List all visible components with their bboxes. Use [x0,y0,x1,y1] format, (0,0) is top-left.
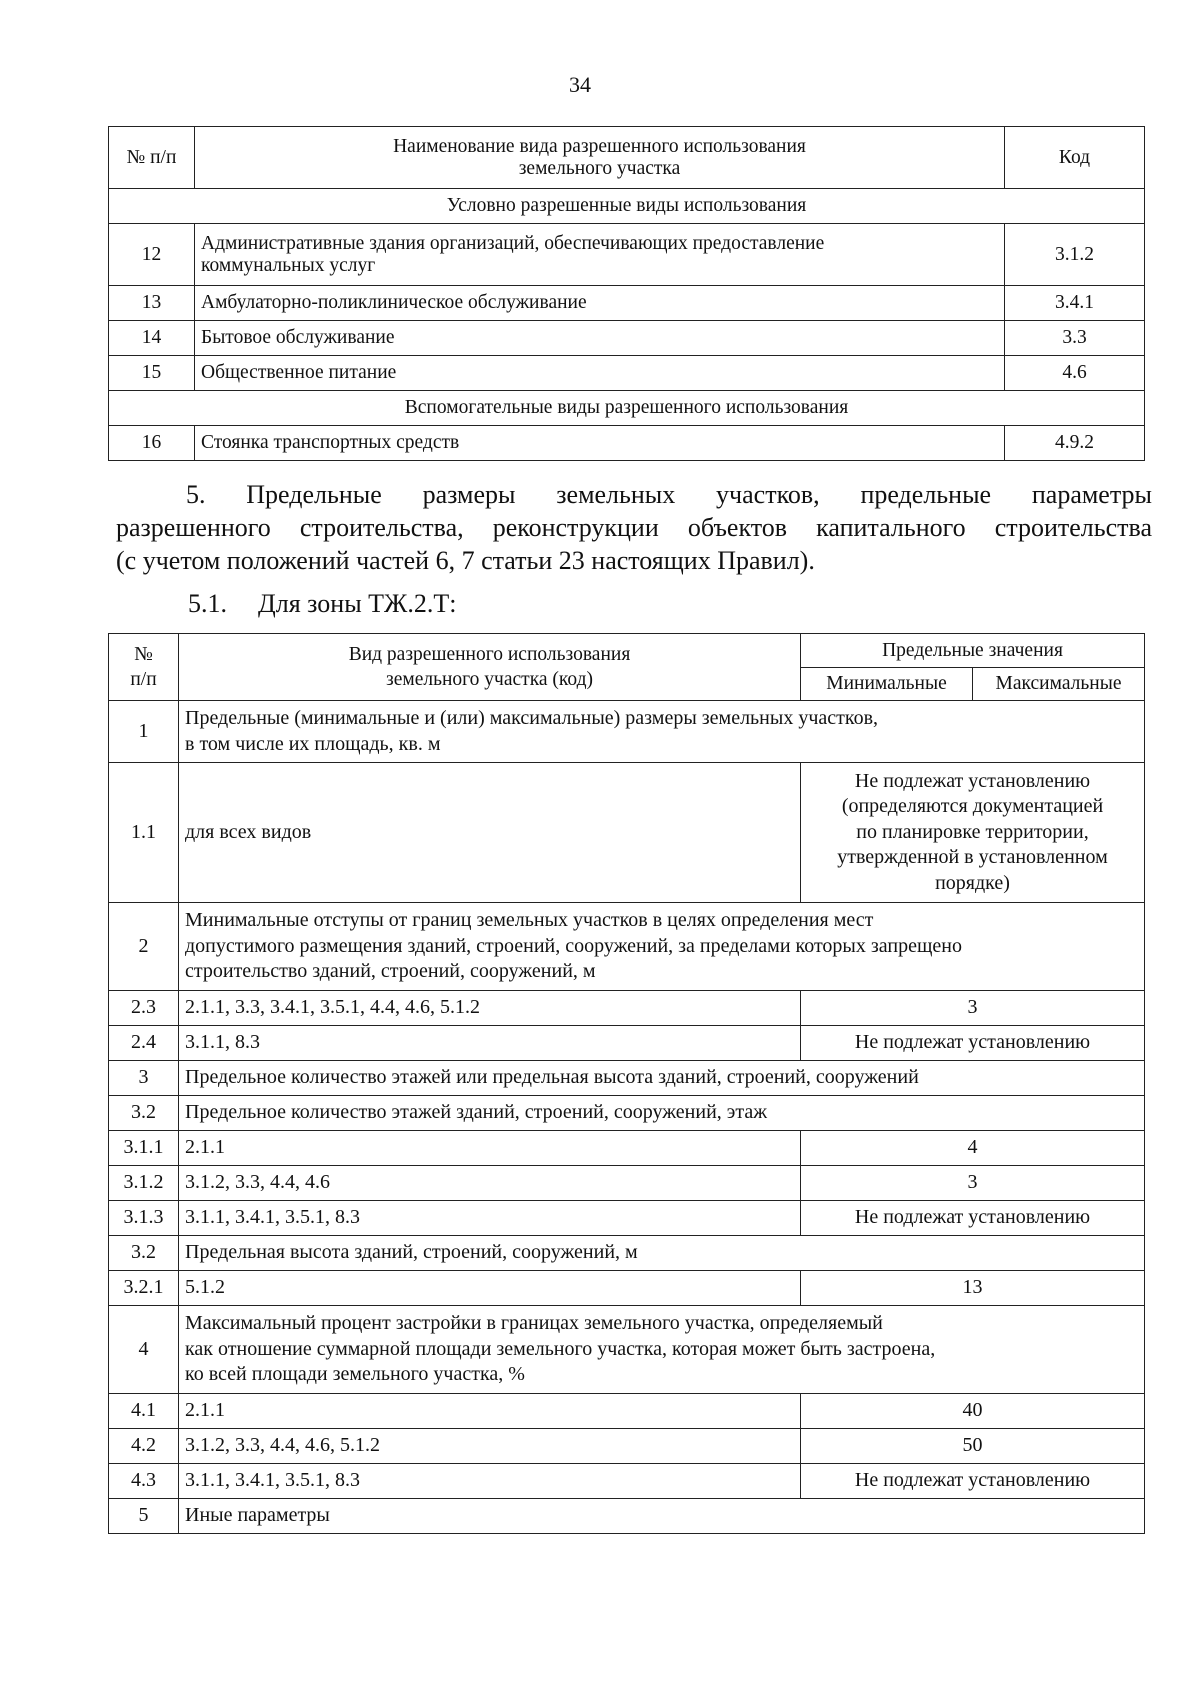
table-row: 2.3 2.1.1, 3.3, 3.4.1, 3.5.1, 4.4, 4.6, 5.1.2 3 [109,991,1145,1026]
table-row: 2 Минимальные отступы от границ земельных участков в целях определения мест допустимого размещения зданий, строений, сооружений, за пределами которых запрещено строительство зданий, строений, сооружений, м [109,903,1145,991]
header-limits: Предельные значения [801,634,1145,668]
table-row: 13 Амбулаторно-поликлиническое обслуживание 3.4.1 [109,286,1145,321]
table-row: 15 Общественное питание 4.6 [109,356,1145,391]
table-row: 4.1 2.1.1 40 [109,1394,1145,1429]
table-row: 3.2.1 5.1.2 13 [109,1271,1145,1306]
row-value: 3 [801,1166,1145,1201]
section-row [109,391,1145,426]
table-row: 2.4 3.1.1, 8.3 Не подлежат установлению [109,1026,1145,1061]
row-value: 50 [801,1429,1145,1464]
row-name: 2.1.1 [179,1131,801,1166]
row-name: Стоянка транспортных средств [195,426,1005,461]
table-row: 3.1.1 2.1.1 4 [109,1131,1145,1166]
row-text: Иные параметры [179,1499,1145,1534]
header-name: Вид разрешенного использования земельного участка (код) [179,634,801,701]
row-text: Предельное количество этажей или предельная высота зданий, строений, сооружений [179,1061,1145,1096]
table-row: 4.2 3.1.2, 3.3, 4.4, 4.6, 5.1.2 50 [109,1429,1145,1464]
row-name: для всех видов [179,763,801,903]
section-row [109,189,1145,224]
row-value: 13 [801,1271,1145,1306]
row-value: 4 [801,1131,1145,1166]
row-name: 5.1.2 [179,1271,801,1306]
header-name: Наименование вида разрешенного использования земельного участка [195,127,1005,189]
row-value: Не подлежат установлению [801,1201,1145,1236]
row-name: Амбулаторно-поликлиническое обслуживание [195,286,1005,321]
row-text: Предельные (минимальные и (или) максимальные) размеры земельных участков, в том числе их площадь, кв. м [179,701,1145,763]
header-num: № п/п [109,634,179,701]
row-text: Предельная высота зданий, строений, сооружений, м [179,1236,1145,1271]
row-value: 40 [801,1394,1145,1429]
table-row: 3.2 Предельная высота зданий, строений, сооружений, м [109,1236,1145,1271]
row-name: 2.1.1 [179,1394,801,1429]
table-row: 3.2 Предельное количество этажей зданий, строений, сооружений, этаж [109,1096,1145,1131]
row-name: 3.1.2, 3.3, 4.4, 4.6 [179,1166,801,1201]
table-row: 1.1 для всех видов Не подлежат установлению (определяются документацией по планировке территории, утвержденной в установленном порядке) [109,763,1145,903]
row-text: Предельное количество этажей зданий, строений, сооружений, этаж [179,1096,1145,1131]
table-row: 4.3 3.1.1, 3.4.1, 3.5.1, 8.3 Не подлежат установлению [109,1464,1145,1499]
paragraph-5: 5. Предельные размеры земельных участков, предельные параметры разрешенного строительства, реконструкции объектов капитального строительства (с учетом положений частей 6, 7 статьи 23 настоящих Правил). [116,480,1152,575]
row-name: 3.1.1, 8.3 [179,1026,801,1061]
limits-table [108,633,1145,1534]
page-number: 34 [569,72,591,97]
header-min: Минимальные [801,668,973,701]
table-row: 3.1.3 3.1.1, 3.4.1, 3.5.1, 8.3 Не подлежат установлению [109,1201,1145,1236]
row-name: Бытовое обслуживание [195,321,1005,356]
permitted-uses-table [108,126,1145,461]
row-name: 3.1.1, 3.4.1, 3.5.1, 8.3 [179,1464,801,1499]
header-code: Код [1005,127,1145,189]
table-row: 12 Административные здания организаций, обеспечивающих предоставление коммунальных услуг 3.1.2 [109,224,1145,286]
table-row: 3.1.2 3.1.2, 3.3, 4.4, 4.6 3 [109,1166,1145,1201]
table-row: 16 Стоянка транспортных средств 4.9.2 [109,426,1145,461]
paragraph-5-1-text: Для зоны ТЖ.2.Т: [258,589,457,618]
table-row: 3 Предельное количество этажей или предельная высота зданий, строений, сооружений [109,1061,1145,1096]
table-row: 5 Иные параметры [109,1499,1145,1534]
section-auxiliary: Вспомогательные виды разрешенного использования [109,391,1145,426]
row-value: Не подлежат установлению [801,1026,1145,1061]
row-text: Минимальные отступы от границ земельных участков в целях определения мест допустимого размещения зданий, строений, сооружений, за пределами которых запрещено строительство зданий, строений, сооружений, м [179,903,1145,991]
row-name: 3.1.1, 3.4.1, 3.5.1, 8.3 [179,1201,801,1236]
row-name: Административные здания организаций, обеспечивающих предоставление коммунальных услуг [195,224,1005,286]
table-header-row [109,127,1145,189]
row-name: 2.1.1, 3.3, 3.4.1, 3.5.1, 4.4, 4.6, 5.1.2 [179,991,801,1026]
row-value: 3 [801,991,1145,1026]
paragraph-5-1-number: 5.1. [188,589,227,618]
table-row: 4 Максимальный процент застройки в границах земельного участка, определяемый как отношение суммарной площади земельного участка, которая может быть застроена, ко всей площади земельного участка, % [109,1306,1145,1394]
header-num: № п/п [109,127,195,189]
row-name: 3.1.2, 3.3, 4.4, 4.6, 5.1.2 [179,1429,801,1464]
table-row: 14 Бытовое обслуживание 3.3 [109,321,1145,356]
row-value: Не подлежат установлению [801,1464,1145,1499]
row-value: Не подлежат установлению (определяются документацией по планировке территории, утвержденной в установленном порядке) [801,763,1145,903]
paragraph-5-1 [188,587,456,620]
row-text: Максимальный процент застройки в границах земельного участка, определяемый как отношение суммарной площади земельного участка, которая может быть застроена, ко всей площади земельного участка, % [179,1306,1145,1394]
row-name: Общественное питание [195,356,1005,391]
section-conditional: Условно разрешенные виды использования [109,189,1145,224]
table-row: 1 Предельные (минимальные и (или) максимальные) размеры земельных участков, в том числе их площадь, кв. м [109,701,1145,763]
table-header-row [109,634,1145,668]
header-max: Максимальные [973,668,1145,701]
